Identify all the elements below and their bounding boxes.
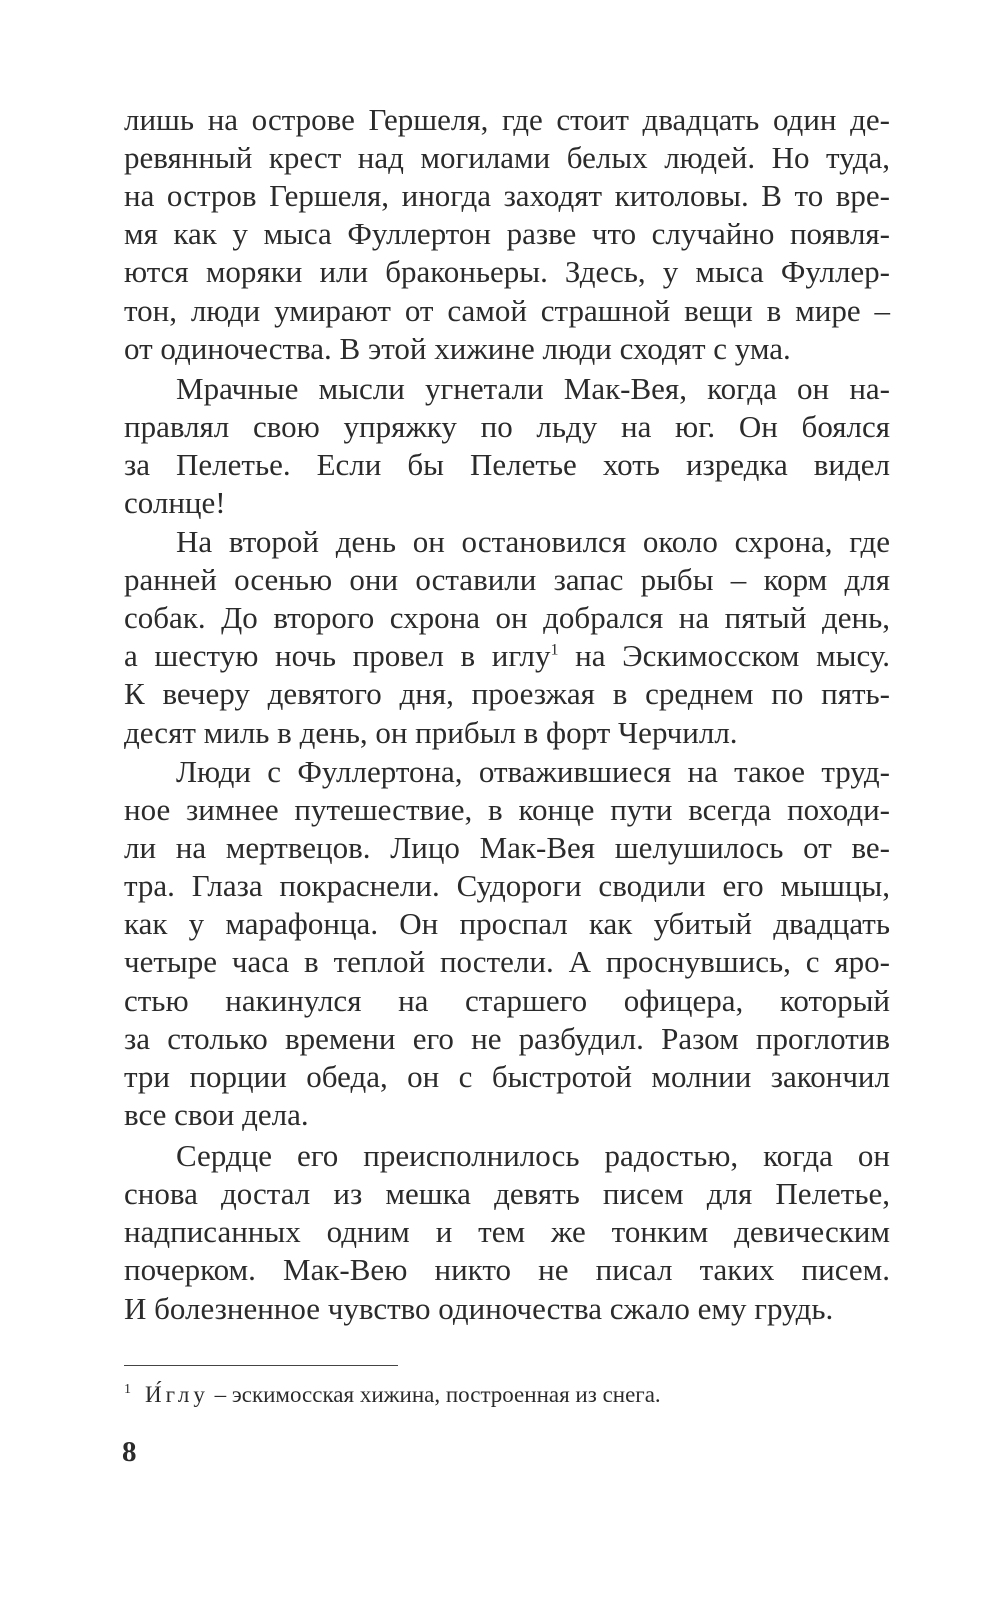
text-line: Мрачные мысли угнетали Мак-Вея, когда он на- — [176, 371, 890, 406]
text-line: К вечеру девятого дня, проезжая в среднем по пять- — [124, 676, 890, 711]
text-line: стью накинулся на старшего офицера, который — [124, 983, 890, 1018]
text-line: На второй день он остановился около схрона, где — [176, 524, 890, 559]
text-line: за Пелетье. Если бы Пелетье хоть изредка видел — [124, 447, 890, 482]
footnote-reference[interactable]: 1 — [550, 641, 559, 659]
text-line: снова достал из мешка девять писем для Пелетье, — [124, 1176, 890, 1211]
footnote-text: – эскимосская хижина, построенная из снега. — [208, 1382, 661, 1407]
text-fragment: на Эскимосском мысу. — [558, 638, 890, 673]
text-line: три порции обеда, он с быстротой молнии закончил — [124, 1059, 890, 1094]
text-line: мя как у мыса Фуллертон разве что случайно появля- — [124, 216, 890, 251]
text-line: лишь на острове Гершеля, где стоит двадцать один де- — [124, 102, 890, 137]
text-line: Люди с Фуллертона, отважившиеся на такое труд- — [176, 754, 890, 789]
text-line-with-footnote-ref — [124, 637, 890, 675]
text-line: как у марафонца. Он проспал как убитый двадцать — [124, 906, 890, 941]
footnote-term: И́глу — [145, 1382, 209, 1407]
text-line: от одиночества. В этой хижине люди сходят с ума. — [124, 331, 791, 366]
footnote-marker: 1 — [124, 1382, 131, 1398]
text-line: солнце! — [124, 485, 226, 520]
footnote — [124, 1380, 661, 1410]
footnote-divider — [124, 1365, 398, 1366]
text-line: тон, люди умирают от самой страшной вещи в мире – — [124, 293, 890, 328]
text-line: ранней осенью они оставили запас рыбы – корм для — [124, 562, 890, 597]
text-line: надписанных одним и тем же тонким девическим — [124, 1214, 890, 1249]
text-line: ются моряки или браконьеры. Здесь, у мыса Фуллер- — [124, 254, 890, 289]
text-line: десят миль в день, он прибыл в форт Черчилл. — [124, 715, 738, 750]
text-line: ли на мертвецов. Лицо Мак-Вея шелушилось от ве- — [124, 830, 890, 865]
text-fragment: а шестую ночь провел в иглу — [124, 638, 551, 673]
text-line: правлял свою упряжку по льду на юг. Он боялся — [124, 409, 890, 444]
text-line: почерком. Мак-Вею никто не писал таких писем. — [124, 1252, 890, 1287]
text-line: тра. Глаза покраснели. Судороги сводили его мышцы, — [124, 868, 890, 903]
text-line: все свои дела. — [124, 1097, 309, 1132]
text-line: ревянный крест над могилами белых людей. Но туда, — [124, 140, 890, 175]
text-line: Сердце его преисполнилось радостью, когда он — [176, 1138, 890, 1173]
text-line: четыре часа в теплой постели. А проснувшись, с яро- — [124, 944, 890, 979]
text-line: за столько времени его не разбудил. Разом проглотив — [124, 1021, 890, 1056]
page-number: 8 — [122, 1436, 137, 1468]
text-line: И болезненное чувство одиночества сжало ему грудь. — [124, 1291, 834, 1326]
text-line: на остров Гершеля, иногда заходят китоловы. В то вре- — [124, 178, 890, 213]
text-line: ное зимнее путешествие, в конце пути всегда походи- — [124, 792, 890, 827]
text-line: собак. До второго схрона он добрался на пятый день, — [124, 600, 890, 635]
